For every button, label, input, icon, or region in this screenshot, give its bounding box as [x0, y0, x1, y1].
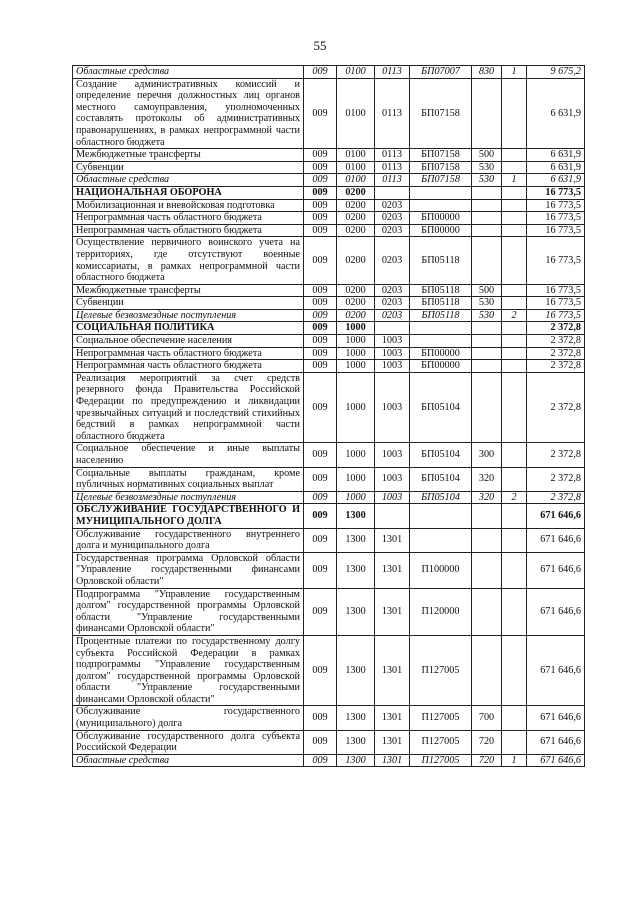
row-name: Социальное обеспечение и иные выплаты населению: [73, 443, 304, 467]
code-csr: БП00000: [410, 212, 472, 225]
row-sum: 2 372,8: [527, 491, 585, 504]
code-vr: [472, 237, 502, 284]
code-rz: 1300: [337, 754, 375, 767]
code-ved: 009: [304, 212, 337, 225]
code-vr: 530: [472, 309, 502, 322]
code-src: [502, 552, 527, 588]
row-sum: 671 646,6: [527, 754, 585, 767]
code-ved: 009: [304, 443, 337, 467]
code-pr: 0113: [375, 149, 410, 162]
code-csr: БП00000: [410, 224, 472, 237]
code-ved: 009: [304, 372, 337, 443]
table-row: [73, 467, 585, 491]
code-rz: 0200: [337, 309, 375, 322]
row-name: Процентные платежи по государственному долгу субъекта Российской Федерации в рамках подпрограммы "Управление государственным долгом" государственной программы Орловской области "Управление государственными финансами Орловской области": [73, 635, 304, 706]
row-sum: 16 773,5: [527, 212, 585, 225]
row-name: Областные средства: [73, 66, 304, 79]
page-number: 55: [313, 38, 327, 53]
table-row: [73, 443, 585, 467]
row-sum: 16 773,5: [527, 224, 585, 237]
code-rz: 1300: [337, 635, 375, 706]
code-rz: 1000: [337, 360, 375, 373]
code-csr: П100000: [410, 552, 472, 588]
code-rz: 0200: [337, 237, 375, 284]
code-vr: 320: [472, 467, 502, 491]
row-sum: 671 646,6: [527, 730, 585, 754]
code-csr: БП07158: [410, 149, 472, 162]
code-rz: 1300: [337, 706, 375, 730]
code-csr: БП05118: [410, 237, 472, 284]
row-sum: 16 773,5: [527, 186, 585, 199]
row-name: Осуществление первичного воинского учета на территориях, где отсутствуют военные комиссариаты, в рамках непрограммной части областного бюджета: [73, 237, 304, 284]
code-csr: [410, 528, 472, 552]
code-rz: 0100: [337, 174, 375, 187]
code-csr: [410, 322, 472, 335]
table-row: [73, 161, 585, 174]
row-name: Областные средства: [73, 174, 304, 187]
table-row: [73, 66, 585, 79]
code-src: [502, 730, 527, 754]
code-ved: 009: [304, 297, 337, 310]
code-pr: 0113: [375, 174, 410, 187]
code-rz: 1000: [337, 372, 375, 443]
code-pr: 0203: [375, 284, 410, 297]
code-rz: 1300: [337, 588, 375, 635]
code-csr: БП07158: [410, 161, 472, 174]
code-csr: П120000: [410, 588, 472, 635]
code-csr: [410, 335, 472, 348]
code-vr: 830: [472, 66, 502, 79]
table-row: [73, 706, 585, 730]
row-sum: 2 372,8: [527, 322, 585, 335]
code-rz: 1300: [337, 552, 375, 588]
table-row: [73, 199, 585, 212]
code-csr: БП07007: [410, 66, 472, 79]
row-name: Непрограммная часть областного бюджета: [73, 212, 304, 225]
code-pr: [375, 322, 410, 335]
code-ved: 009: [304, 491, 337, 504]
table-row: [73, 730, 585, 754]
code-pr: 1003: [375, 335, 410, 348]
code-rz: 1000: [337, 467, 375, 491]
code-rz: 1300: [337, 730, 375, 754]
table-row: [73, 528, 585, 552]
code-csr: БП00000: [410, 360, 472, 373]
code-csr: [410, 186, 472, 199]
code-vr: 700: [472, 706, 502, 730]
table-row: [73, 504, 585, 528]
code-pr: 0203: [375, 297, 410, 310]
code-rz: 0200: [337, 199, 375, 212]
code-pr: 0203: [375, 199, 410, 212]
row-name: Обслуживание государственного внутреннего долга и муниципального долга: [73, 528, 304, 552]
code-pr: [375, 504, 410, 528]
code-vr: 720: [472, 754, 502, 767]
table-row: [73, 588, 585, 635]
code-vr: [472, 335, 502, 348]
code-pr: 0203: [375, 224, 410, 237]
row-name: Субвенции: [73, 297, 304, 310]
table-row: [73, 149, 585, 162]
code-ved: 009: [304, 528, 337, 552]
code-src: [502, 335, 527, 348]
code-src: [502, 284, 527, 297]
table-row: [73, 491, 585, 504]
code-src: [502, 186, 527, 199]
code-src: [502, 161, 527, 174]
row-name: Обслуживание государственного (муниципального) долга: [73, 706, 304, 730]
code-ved: 009: [304, 335, 337, 348]
code-ved: 009: [304, 588, 337, 635]
code-csr: [410, 504, 472, 528]
table-row: [73, 78, 585, 149]
code-ved: 009: [304, 635, 337, 706]
code-vr: 320: [472, 491, 502, 504]
code-pr: 1003: [375, 491, 410, 504]
code-src: [502, 360, 527, 373]
code-csr: БП07158: [410, 174, 472, 187]
row-name: Целевые безвозмездные поступления: [73, 491, 304, 504]
table-row: [73, 186, 585, 199]
code-ved: 009: [304, 322, 337, 335]
table-row: [73, 284, 585, 297]
code-rz: 0200: [337, 284, 375, 297]
code-pr: 0203: [375, 309, 410, 322]
code-pr: 1301: [375, 754, 410, 767]
row-name: Мобилизационная и вневойсковая подготовка: [73, 199, 304, 212]
code-vr: 500: [472, 284, 502, 297]
code-csr: БП00000: [410, 347, 472, 360]
row-sum: 16 773,5: [527, 309, 585, 322]
table-row: [73, 212, 585, 225]
code-csr: П127005: [410, 635, 472, 706]
code-rz: 0100: [337, 161, 375, 174]
row-sum: 2 372,8: [527, 372, 585, 443]
code-src: 1: [502, 66, 527, 79]
code-src: 2: [502, 491, 527, 504]
code-vr: [472, 347, 502, 360]
code-src: [502, 443, 527, 467]
code-vr: [472, 504, 502, 528]
table-row: [73, 224, 585, 237]
code-vr: [472, 528, 502, 552]
code-vr: [472, 372, 502, 443]
code-csr: БП05104: [410, 491, 472, 504]
code-pr: 0203: [375, 212, 410, 225]
code-vr: [472, 199, 502, 212]
code-rz: 1000: [337, 347, 375, 360]
code-rz: 0100: [337, 149, 375, 162]
code-csr: [410, 199, 472, 212]
code-src: [502, 347, 527, 360]
code-src: [502, 78, 527, 149]
code-ved: 009: [304, 284, 337, 297]
row-name: Социальное обеспечение населения: [73, 335, 304, 348]
code-rz: 1000: [337, 322, 375, 335]
code-pr: 1301: [375, 552, 410, 588]
code-ved: 009: [304, 347, 337, 360]
row-sum: 2 372,8: [527, 335, 585, 348]
code-pr: 0113: [375, 66, 410, 79]
code-csr: БП05104: [410, 467, 472, 491]
row-sum: 2 372,8: [527, 347, 585, 360]
code-pr: 1003: [375, 360, 410, 373]
code-pr: 1301: [375, 588, 410, 635]
code-ved: 009: [304, 552, 337, 588]
code-vr: [472, 588, 502, 635]
code-pr: 1301: [375, 706, 410, 730]
row-name: Реализация мероприятий за счет средств резервного фонда Правительства Российской Федерации по предупреждению и ликвидации чрезвычайных ситуаций и последствий стихийных бедствий в рамках непрограммной части областного бюджета: [73, 372, 304, 443]
row-sum: 16 773,5: [527, 284, 585, 297]
code-pr: 1003: [375, 372, 410, 443]
code-pr: 1301: [375, 528, 410, 552]
code-rz: 0100: [337, 66, 375, 79]
row-name: Субвенции: [73, 161, 304, 174]
row-sum: 16 773,5: [527, 297, 585, 310]
code-pr: 1003: [375, 467, 410, 491]
code-pr: 1003: [375, 347, 410, 360]
code-csr: П127005: [410, 730, 472, 754]
row-sum: 9 675,2: [527, 66, 585, 79]
code-ved: 009: [304, 224, 337, 237]
code-ved: 009: [304, 504, 337, 528]
row-sum: 671 646,6: [527, 528, 585, 552]
code-ved: 009: [304, 78, 337, 149]
row-sum: 671 646,6: [527, 588, 585, 635]
row-name: Создание административных комиссий и определение перечня должностных лиц органов местного самоуправления, уполномоченных составлять протоколы об административных правонарушениях, в рамках непрограммной части областного бюджета: [73, 78, 304, 149]
row-sum: 6 631,9: [527, 174, 585, 187]
row-sum: 671 646,6: [527, 504, 585, 528]
table-row: [73, 309, 585, 322]
table-row: [73, 237, 585, 284]
code-src: [502, 237, 527, 284]
row-name: Межбюджетные трансферты: [73, 284, 304, 297]
code-csr: П127005: [410, 754, 472, 767]
code-ved: 009: [304, 186, 337, 199]
row-name: Областные средства: [73, 754, 304, 767]
code-src: [502, 528, 527, 552]
code-vr: [472, 552, 502, 588]
code-src: 1: [502, 174, 527, 187]
code-ved: 009: [304, 754, 337, 767]
row-sum: 2 372,8: [527, 360, 585, 373]
code-ved: 009: [304, 199, 337, 212]
code-ved: 009: [304, 161, 337, 174]
row-name: Социальные выплаты гражданам, кроме публичных нормативных социальных выплат: [73, 467, 304, 491]
code-src: 2: [502, 309, 527, 322]
code-ved: 009: [304, 66, 337, 79]
code-src: [502, 322, 527, 335]
code-vr: 720: [472, 730, 502, 754]
row-name: Целевые безвозмездные поступления: [73, 309, 304, 322]
code-src: [502, 467, 527, 491]
table-row: [73, 635, 585, 706]
code-rz: 1300: [337, 504, 375, 528]
table-row: [73, 297, 585, 310]
code-ved: 009: [304, 237, 337, 284]
code-ved: 009: [304, 730, 337, 754]
table-row: [73, 347, 585, 360]
row-name: Межбюджетные трансферты: [73, 149, 304, 162]
row-name: Непрограммная часть областного бюджета: [73, 224, 304, 237]
code-src: 1: [502, 754, 527, 767]
code-ved: 009: [304, 309, 337, 322]
code-csr: П127005: [410, 706, 472, 730]
budget-table: [72, 65, 585, 767]
table-row: [73, 322, 585, 335]
code-src: [502, 372, 527, 443]
code-vr: 500: [472, 149, 502, 162]
code-ved: 009: [304, 149, 337, 162]
code-rz: 0200: [337, 297, 375, 310]
code-csr: БП07158: [410, 78, 472, 149]
code-vr: [472, 78, 502, 149]
code-ved: 009: [304, 174, 337, 187]
row-sum: 6 631,9: [527, 149, 585, 162]
row-sum: 16 773,5: [527, 237, 585, 284]
code-rz: 1000: [337, 443, 375, 467]
table-row: [73, 754, 585, 767]
table-row: [73, 372, 585, 443]
code-csr: БП05104: [410, 372, 472, 443]
code-src: [502, 635, 527, 706]
code-pr: 0113: [375, 161, 410, 174]
code-vr: [472, 212, 502, 225]
table-row: [73, 335, 585, 348]
table-row: [73, 552, 585, 588]
code-rz: 1300: [337, 528, 375, 552]
row-name: Обслуживание государственного долга субъекта Российской Федерации: [73, 730, 304, 754]
code-src: [502, 297, 527, 310]
row-sum: 671 646,6: [527, 706, 585, 730]
code-csr: БП05104: [410, 443, 472, 467]
row-name: НАЦИОНАЛЬНАЯ ОБОРОНА: [73, 186, 304, 199]
row-name: Государственная программа Орловской области "Управление государственными финансами Орловской области": [73, 552, 304, 588]
code-csr: БП05118: [410, 284, 472, 297]
code-rz: 1000: [337, 491, 375, 504]
row-sum: 6 631,9: [527, 78, 585, 149]
code-rz: 0100: [337, 78, 375, 149]
code-pr: 0113: [375, 78, 410, 149]
code-src: [502, 149, 527, 162]
row-sum: 16 773,5: [527, 199, 585, 212]
row-sum: 2 372,8: [527, 443, 585, 467]
code-pr: 1301: [375, 730, 410, 754]
code-csr: БП05118: [410, 309, 472, 322]
code-pr: 0203: [375, 237, 410, 284]
code-vr: [472, 635, 502, 706]
code-pr: 1003: [375, 443, 410, 467]
row-sum: 2 372,8: [527, 467, 585, 491]
code-vr: 530: [472, 161, 502, 174]
row-sum: 671 646,6: [527, 552, 585, 588]
code-src: [502, 224, 527, 237]
row-name: Непрограммная часть областного бюджета: [73, 360, 304, 373]
code-csr: БП05118: [410, 297, 472, 310]
row-name: Подпрограмма "Управление государственным долгом" государственной программы Орловской области "Управление государственными финансами Орловской области": [73, 588, 304, 635]
code-vr: [472, 186, 502, 199]
code-ved: 009: [304, 706, 337, 730]
code-vr: [472, 322, 502, 335]
row-sum: 671 646,6: [527, 635, 585, 706]
code-src: [502, 212, 527, 225]
code-vr: 300: [472, 443, 502, 467]
row-sum: 6 631,9: [527, 161, 585, 174]
row-name: ОБСЛУЖИВАНИЕ ГОСУДАРСТВЕННОГО И МУНИЦИПАЛЬНОГО ДОЛГА: [73, 504, 304, 528]
code-src: [502, 199, 527, 212]
code-ved: 009: [304, 467, 337, 491]
code-src: [502, 504, 527, 528]
row-name: Непрограммная часть областного бюджета: [73, 347, 304, 360]
code-rz: 0200: [337, 212, 375, 225]
code-rz: 0200: [337, 224, 375, 237]
code-pr: [375, 186, 410, 199]
code-src: [502, 588, 527, 635]
code-rz: 0200: [337, 186, 375, 199]
code-pr: 1301: [375, 635, 410, 706]
code-vr: 530: [472, 174, 502, 187]
code-vr: [472, 224, 502, 237]
code-vr: [472, 360, 502, 373]
code-vr: 530: [472, 297, 502, 310]
code-src: [502, 706, 527, 730]
code-ved: 009: [304, 360, 337, 373]
row-name: СОЦИАЛЬНАЯ ПОЛИТИКА: [73, 322, 304, 335]
table-row: [73, 360, 585, 373]
table-row: [73, 174, 585, 187]
code-rz: 1000: [337, 335, 375, 348]
